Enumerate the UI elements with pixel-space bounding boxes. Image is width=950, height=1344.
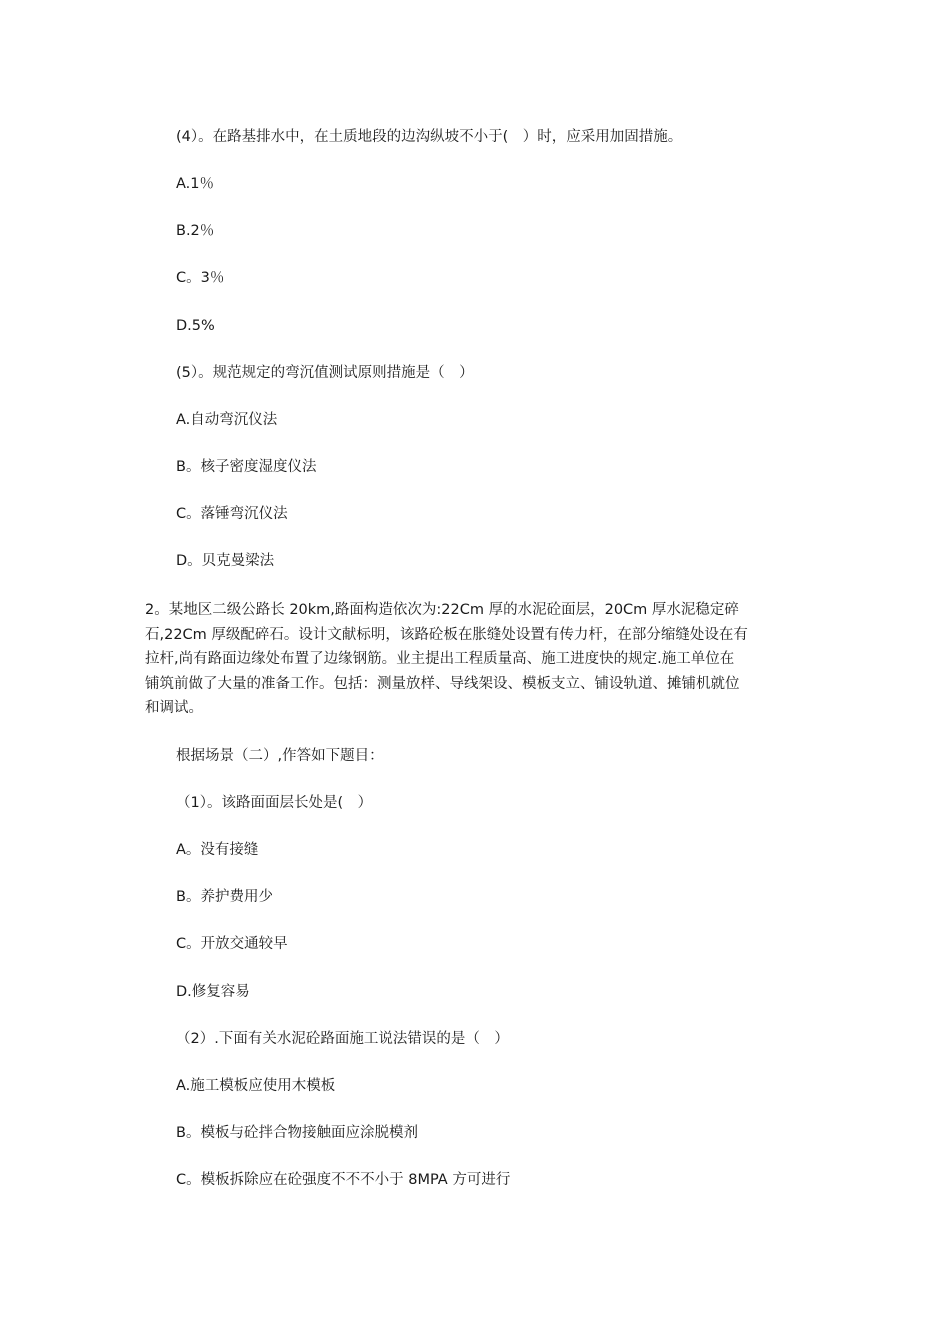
question-5-option-d: D。贝克曼梁法 (176, 553, 275, 569)
question-4-option-c: C。3％ (176, 270, 225, 286)
question-5-option-c: C。落锤弯沉仪法 (176, 506, 288, 522)
question-5-stem: (5）。规范规定的弯沉值测试原则措施是（ ） (176, 365, 474, 381)
question-4-option-d: D.5% (176, 318, 215, 334)
question-4-option-a: A.1％ (176, 176, 214, 192)
scenario-2-line: 铺筑前做了大量的准备工作。包括：测量放样、导线架设、模板支立、铺设轨道、摊铺机就位 (145, 675, 740, 692)
scenario-2-question-1-option-c: C。开放交通较早 (176, 936, 288, 952)
scenario-2-line: 2。某地区二级公路长 20km,路面构造依次为:22Cm 厚的水泥砼面层，20Cm 厚水泥稳定碎 (145, 602, 739, 618)
scenario-2-line: 石,22Cm 厚级配碎石。设计文献标明，该路砼板在胀缝处设置有传力杆，在部分缩缝处设在有 (145, 626, 748, 643)
scenario-2-question-1-option-a: A。没有接缝 (176, 842, 259, 858)
scenario-2-question-2-option-c: C。模板拆除应在砼强度不不不小于 8MPA 方可进行 (176, 1172, 511, 1188)
scenario-2-question-1-option-d: D.修复容易 (176, 984, 250, 1000)
scenario-2-question-1-stem: （1）。该路面面层长处是( ） (176, 795, 373, 811)
question-4-option-b: B.2％ (176, 223, 215, 239)
question-5-option-a: A.自动弯沉仪法 (176, 412, 278, 428)
scenario-2-line: 和调试。 (145, 700, 203, 717)
scenario-2-intro: 根据场景（二）,作答如下题目： (176, 748, 384, 764)
scenario-2-question-2-option-b: B。模板与砼拌合物接触面应涂脱模剂 (176, 1125, 418, 1141)
scenario-2-question-1-option-b: B。养护费用少 (176, 889, 273, 905)
scenario-2-question-2-option-a: A.施工模板应使用木模板 (176, 1078, 336, 1094)
question-5-option-b: B。核子密度湿度仪法 (176, 459, 317, 475)
scenario-2-question-2-stem: （2）.下面有关水泥砼路面施工说法错误的是（ ） (176, 1031, 509, 1047)
scenario-2-paragraph (145, 598, 815, 721)
scenario-2-line: 拉杆,尚有路面边缘处布置了边缘钢筋。业主提出工程质量高、施工进度快的规定.施工单位在 (145, 651, 735, 668)
question-4-stem: (4）。在路基排水中，在土质地段的边沟纵坡不小于( ）时，应采用加固措施。 (176, 129, 683, 145)
